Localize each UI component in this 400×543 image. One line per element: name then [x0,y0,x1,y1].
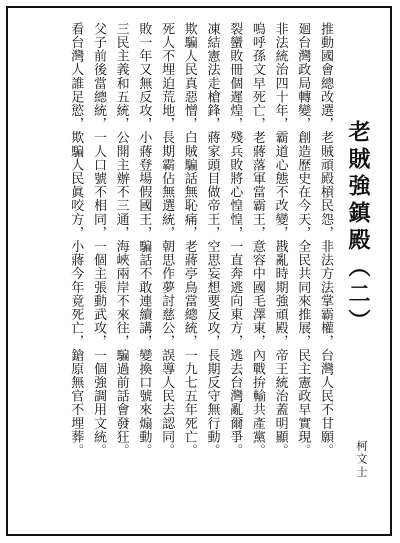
author-name: 柯文士 [355,440,368,479]
poem-line: 裂蠻敗冊個遲煌，殘兵敗將心惶惶，一直奔逃向東方，逃去台灣亂爾爭。 [227,22,243,458]
poem-line: 廻台灣政局轉變，創造歷史在今天，全民共同來推展，民主憲政早實現。 [295,22,311,458]
poem-line: 嗚呼孫文早死亡，老蔣落軍當霸王，意容中國毛澤東，內戰拚輸共產黨。 [249,22,265,458]
poem-line: 推動國會總改選，老賊頑殿槓民怨，非法方法掌霸權，台灣人民不甘願。 [318,22,333,458]
poem-line: 欺騙人民真惡憎，白賊騙話無恥痛，老蔣亭鳥當總統，一九七五年死亡。 [181,22,197,458]
poem-line: 非法統治四十年，霸道心態不改變，戡亂時期強頑殿，帝王統治蓋明顯。 [272,22,288,458]
poem-line: 父子前後當總統，一人口號不相同，一個主張動武攻，一個強調用文統。 [90,22,106,458]
poem-body [18,22,336,526]
poem-title: 老賊強鎮殿（二） [345,120,371,336]
poem-line: 看台灣人誰足慾，欺騙人民眞咬方，小蔣今年竟死亡，鎗原無官不埋葬。 [68,22,84,458]
poem-line: 死人不埋迫荒地，長期霸佔無選統，朝思作夢討慈公，誤導人民去認同。 [159,22,175,458]
poem-line: 三民主義和五統，公開主辦不三通，海峽兩岸不來往，騙過前話會發狂。 [113,22,129,458]
poem-line: 凍結憲法走槍鋒，蔣家頭目做帝王，空思妄想要反攻，長期反守無行動。 [204,22,220,458]
poem-line: 敗一年又無反攻，小蔣登場假國王，騙話不敢連續講，變換口號來煽動。 [136,22,152,458]
